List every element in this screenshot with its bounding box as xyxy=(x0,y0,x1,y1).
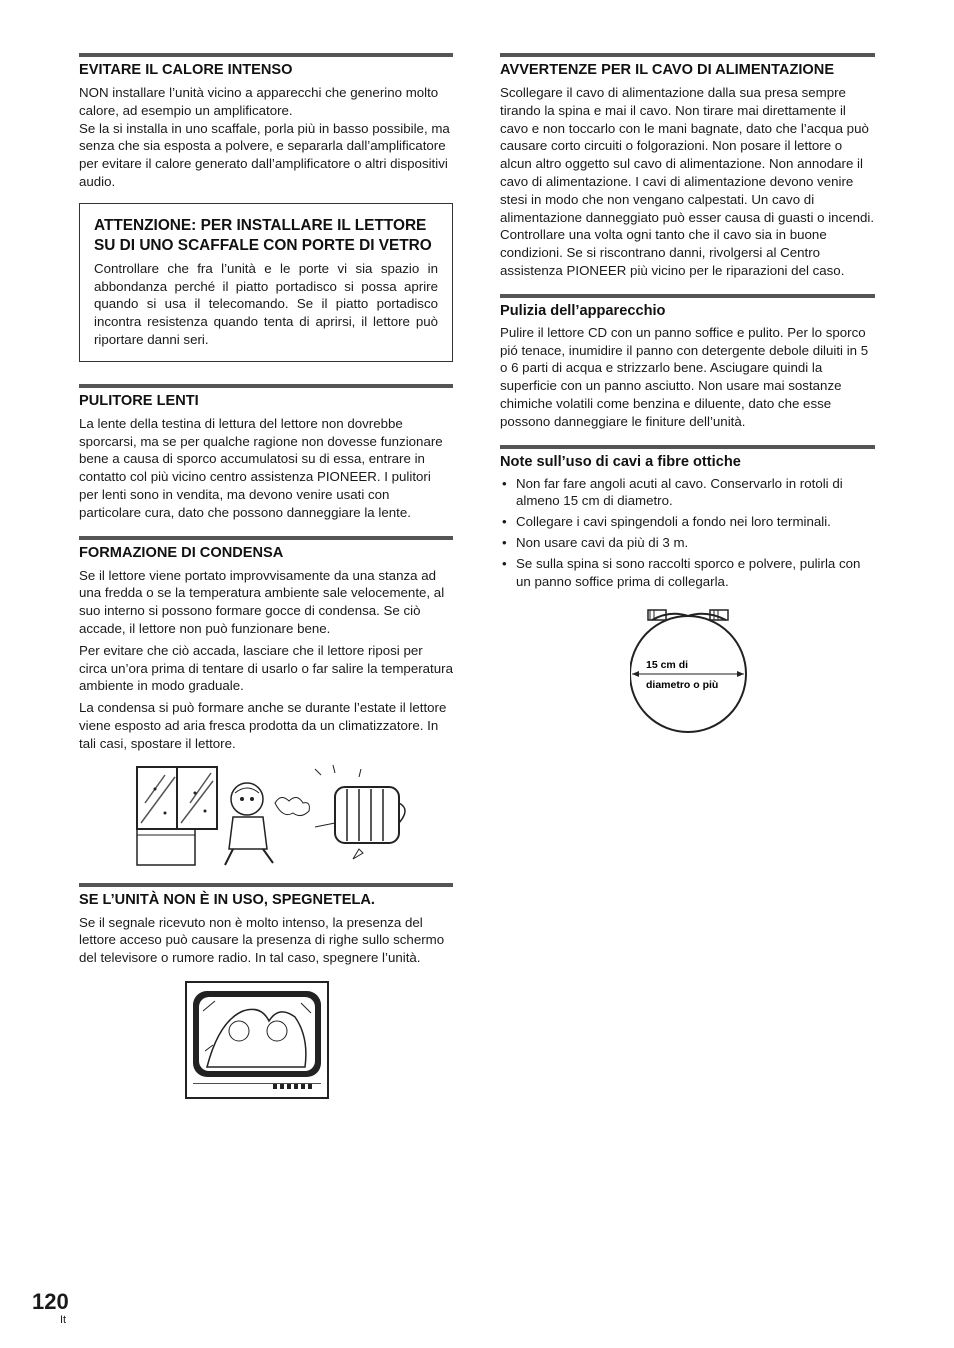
optical-title: Note sull’uso di cavi a fibre ottiche xyxy=(500,453,741,470)
list-item: • Non far fare angoli acuti al cavo. Conservarlo in rotoli di almeno 15 cm di diametro. xyxy=(500,475,875,511)
lens-text: La lente della testina di lettura del lettore non dovrebbe sporcarsi, ma se per qualche ragione non dovesse funzionare bene a causa di sporco accumulatosi su di essa, entrare in contatto col più vicino centro assistenza PIONEER. I pulitori per lenti sono in vendita, ma devono venire usati con particolare cura, dato che possono danneggiare la lente. xyxy=(79,415,443,520)
warning-text: Controllare che fra l’unità e le porte vi sia spazio in abbondanza perché il piatto portadisco si possa aprire quando si usa il telecomando. Se il piatto portadisco incontra resistenza quando tenta di aprirsi, il lettore può riportare danni seri. xyxy=(94,260,438,347)
cleaning-title: Pulizia dell’apparecchio xyxy=(500,302,666,319)
page-number: 120 xyxy=(32,1289,69,1314)
right-column xyxy=(500,53,875,736)
diagram-label-line-2: diametro o più xyxy=(646,679,719,692)
section-poweroff xyxy=(79,883,453,1099)
poweroff-title: SE L’UNITÀ NON È IN USO, SPEGNETELA. xyxy=(79,891,375,908)
cable-title: AVVERTENZE PER IL CAVO DI ALIMENTAZIONE xyxy=(500,62,835,78)
optical-list xyxy=(500,475,875,591)
condensation-title: FORMAZIONE DI CONDENSA xyxy=(79,544,284,561)
cleaning-text: Pulire il lettore CD con un panno soffice e pulito. Per lo sporco pió tenace, inumidire il panno con detergente debole diluiti in 5 o 6 parti di acqua e strizzarlo bene. Asciugare quindi la superficie con un panno asciutto. Non usare mai sostanze chimiche volatili come benzina e diluente, dato che esse possono danneggiare le finiture dell’unità. xyxy=(500,324,869,429)
section-cable xyxy=(500,53,875,280)
condensation-paragraph-2: Per evitare che ciò accada, lasciare che il lettore riposi per circa un’ora prima di tentare di usarlo o far salire la temperatura ambiente in modo graduale. xyxy=(79,642,453,694)
section-lens xyxy=(79,384,453,522)
list-item: • Non usare cavi da più di 3 m. xyxy=(500,534,875,552)
heat-title: EVITARE IL CALORE INTENSO xyxy=(79,62,293,78)
lens-title: PULITORE LENTI xyxy=(79,392,199,409)
section-heat xyxy=(79,53,453,191)
left-column xyxy=(79,53,453,1099)
poweroff-text: Se il segnale ricevuto non è molto intenso, la presenza del lettore acceso può causare la presenza di righe sullo schermo del televisore o rumore radio. In tal caso, spegnere l’unità. xyxy=(79,914,445,966)
condensation-paragraph-3: La condensa si può formare anche se durante l’estate il lettore viene esposto ad aria fresca prodotta da un climatizzatore. In tali casi, spostare il lettore. xyxy=(79,700,447,751)
list-item: • Collegare i cavi spingendoli a fondo nei loro terminali. xyxy=(500,513,875,531)
cable-text: Scollegare il cavo di alimentazione dalla sua presa sempre tirando la spina e mai il cavo. Non tirare mai direttamente il cavo e non toccarlo con le mani bagnate, dato che l’acqua può causare corto circuiti o folgorazioni. Non posare il lettore o alcun altro oggetto sul cavo di alimentazione. Non annodare il cavo di alimentazione. I cavi di alimentazione devono venire stesi in modo che non vengano calpestati. Un cavo di alimentazione danneggiato può esser causa di guasti o incendi. Controllare una volta ogni tanto che il cavo sia in buone condizioni. Se si riscontrano danni, rivolgersi al Centro assistenza PIONEER più vicino per le riparazioni del caso. xyxy=(500,85,875,278)
language-code: It xyxy=(60,1314,67,1326)
section-condensation xyxy=(79,536,453,873)
condensation-illustration xyxy=(135,763,425,873)
heat-paragraph-1: NON installare l’unità vicino a apparecchi che generino molto calore, ad esempio un amplificatore. xyxy=(79,85,439,118)
section-cleaning xyxy=(500,294,875,431)
section-optical xyxy=(500,445,875,737)
condensation-paragraph-1: Se il lettore viene portato improvvisamente da una stanza ad una fredda o se la temperatura ambiente sale velocemente, al suo interno si possono formare gocce di condensa. Se ciò accade, il lettore non può funzionare bene. xyxy=(79,567,445,636)
tv-illustration xyxy=(185,981,329,1099)
warning-box xyxy=(79,203,453,362)
diagram-label-line-1: 15 cm di xyxy=(646,659,689,672)
heat-paragraph-2: Se la si installa in uno scaffale, porla più in basso possibile, ma senza che sia esposta a polvere, e separarla dall’amplificatore per evitare il calore generato dall’amplificatore o altri dispositivi audio. xyxy=(79,120,450,189)
list-item: • Se sulla spina si sono raccolti sporco e polvere, pulirla con un panno soffice prima di collegarla. xyxy=(500,555,875,591)
warning-title: ATTENZIONE: PER INSTALLARE IL LETTORE SU DI UNO SCAFFALE CON PORTE DI VETRO xyxy=(94,216,432,254)
optical-cable-diagram xyxy=(630,606,770,736)
